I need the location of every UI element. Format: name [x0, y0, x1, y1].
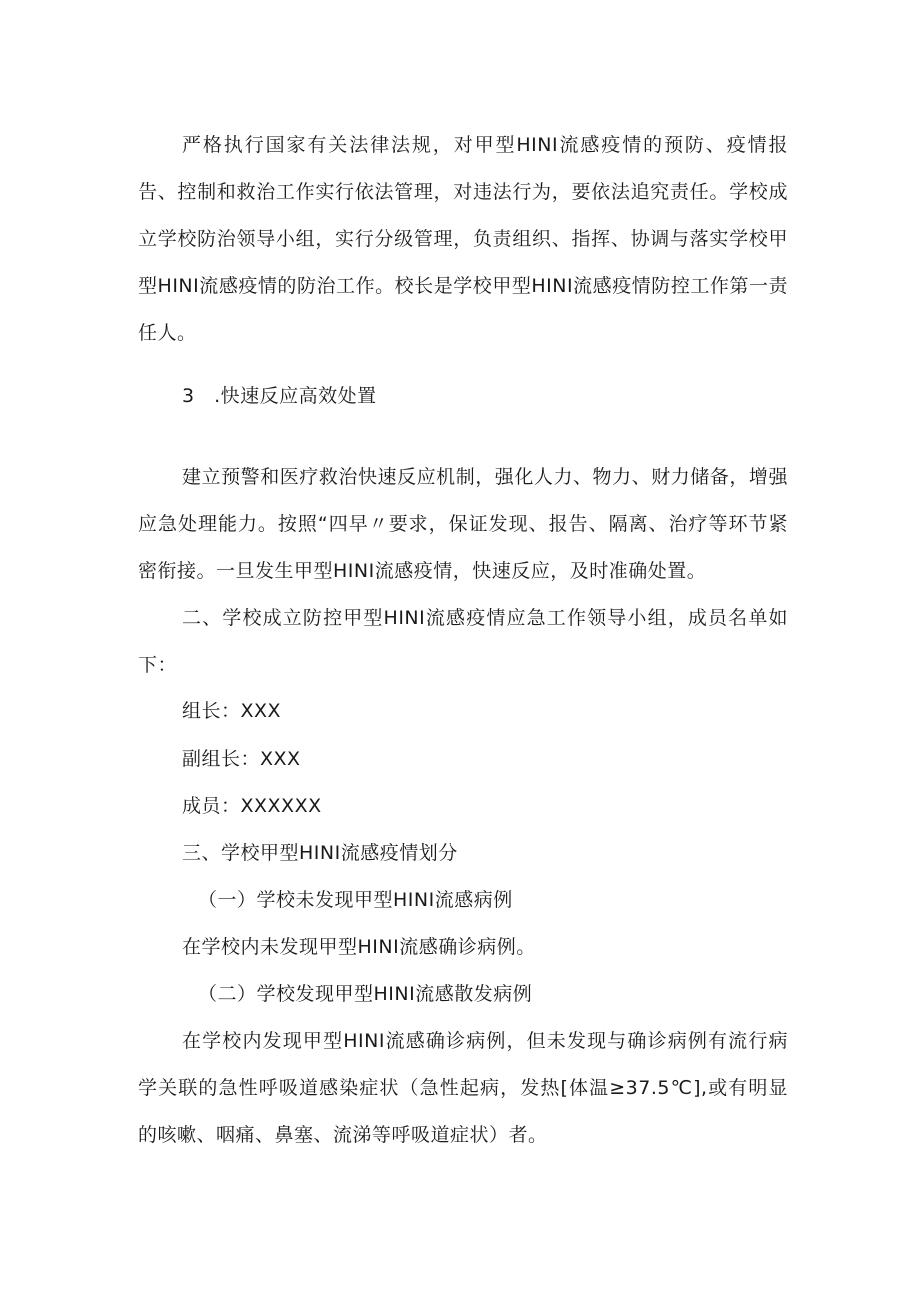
paragraph-sporadic-cases: 在学校内发现甲型HINI流感确诊病例，但未发现与确诊病例有流行病学关联的急性呼吸道感染症状（急性起病，发热[体温≥37.5℃],或有明显的咳嗽、咽痛、鼻塞、流涕等呼吸道症状）者。: [138, 1030, 788, 1146]
paragraph-no-cases: 在学校内未发现甲型HINI流感确诊病例。: [182, 936, 536, 958]
heading-rapid-response: 3 .快速反应高效处置: [182, 385, 377, 407]
heading-section-three: 三、学校甲型HINI流感疫情划分: [182, 842, 458, 864]
members-line: 成员：XXXXXX: [182, 795, 322, 817]
paragraph-legal-management: 严格执行国家有关法律法规，对甲型HINI流感疫情的预防、疫情报告、控制和救治工作实行依法管理，对违法行为，要依法追究责任。学校成立学校防治领导小组，实行分级管理，负责组织、指挥、协调与落实学校甲型HINI流感疫情的防治工作。校长是学校甲型HINI流感疫情防控工作第一责任人。: [138, 134, 788, 344]
paragraph-rapid-response: 建立预警和医疗救治快速反应机制，强化人力、物力、财力储备，增强应急处理能力。按照“四早〃要求，保证发现、报告、隔离、治疗等环节紧密衔接。一旦发生甲型HINI流感疫情，快速反应，及时准确处置。: [138, 466, 788, 582]
leader-line: 组长：XXX: [182, 700, 282, 722]
paragraph-leadership-group: 二、学校成立防控甲型HINI流感疫情应急工作领导小组，成员名单如下：: [138, 607, 788, 676]
vice-leader-line: 副组长：XXX: [182, 748, 301, 770]
subheading-no-cases: （一）学校未发现甲型HINI流感病例: [198, 889, 513, 911]
subheading-sporadic-cases: （二）学校发现甲型HINI流感散发病例: [198, 983, 533, 1005]
